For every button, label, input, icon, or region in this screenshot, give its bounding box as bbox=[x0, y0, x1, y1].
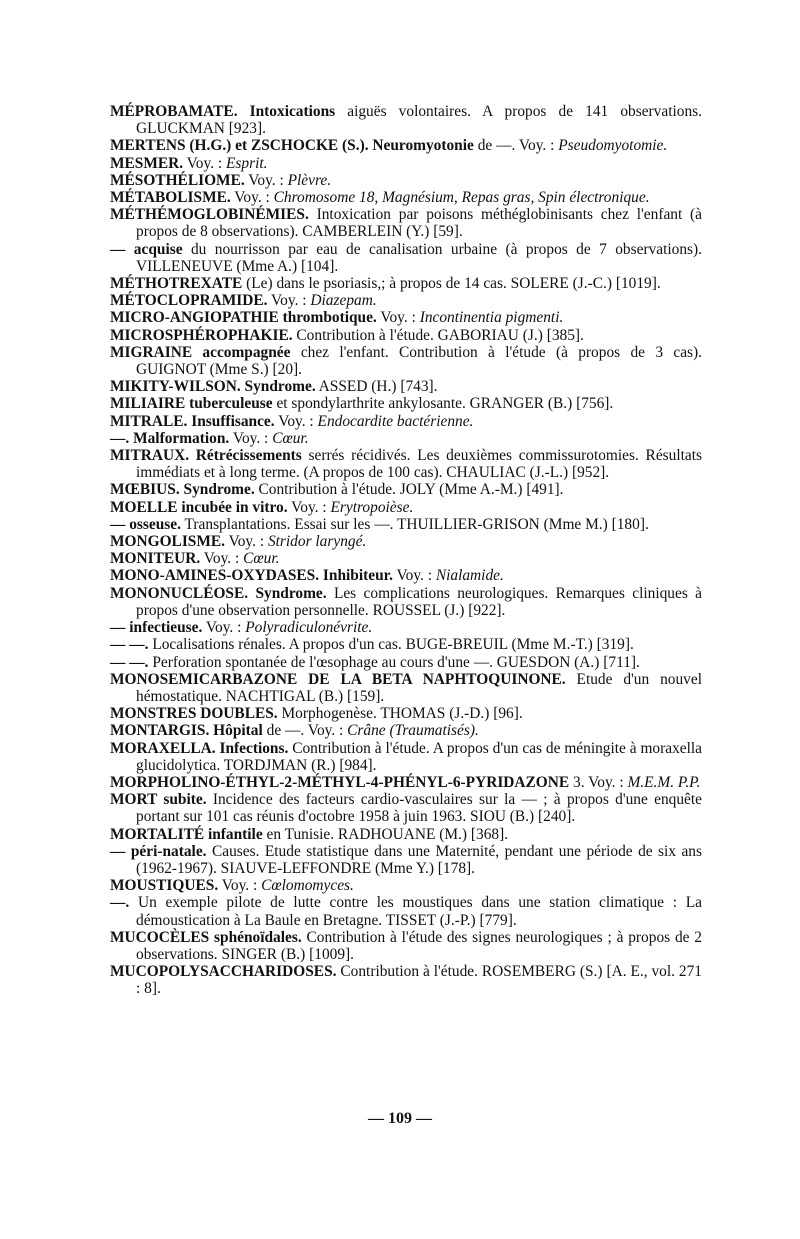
entry-headword: MITRALE. Insuffisance. bbox=[110, 412, 275, 430]
entry-text: Voy. : bbox=[183, 154, 227, 172]
entry-text: Incidence des facteurs cardio-vasculaires sur la — ; à propos d'une enquête portant sur 101 cas réunis d'octobre 1958 à juin 1963. SIOU (B.) [240]. bbox=[136, 791, 702, 826]
index-entry bbox=[110, 155, 702, 172]
entry-text: aiguës volontaires. A propos de 141 observations. GLUCKMAN [923]. bbox=[136, 103, 702, 138]
entry-text: du nourrisson par eau de canalisation urbaine (à propos de 7 observations). VILLENEUVE (Mme A.) [104]. bbox=[136, 240, 703, 275]
index-entry bbox=[110, 103, 702, 137]
entry-cross-reference: Cœlomomyces. bbox=[261, 877, 354, 895]
index-entry bbox=[110, 533, 702, 550]
index-entry bbox=[110, 791, 702, 825]
index-entry bbox=[110, 137, 702, 154]
entry-headword: MOELLE incubée in vitro. bbox=[110, 498, 288, 516]
entry-headword: MONGOLISME. bbox=[110, 533, 226, 551]
index-entry bbox=[110, 929, 702, 963]
index-entry bbox=[110, 327, 702, 344]
index-entry bbox=[110, 585, 702, 619]
index-entry bbox=[110, 447, 702, 481]
index-entry bbox=[110, 241, 702, 275]
entry-cross-reference: Incontinentia pigmenti. bbox=[419, 309, 564, 327]
entry-headword: —. Malformation. bbox=[110, 429, 230, 447]
entry-headword: — —. bbox=[110, 653, 149, 671]
entry-headword: MERTENS (H.G.) et ZSCHOCKE (S.). Neuromyotonie bbox=[110, 137, 474, 155]
entry-headword: — péri-natale. bbox=[110, 842, 207, 860]
entry-cross-reference: Plèvre. bbox=[287, 171, 332, 189]
index-entry bbox=[110, 740, 702, 774]
entry-text: Etude d'un nouvel hémostatique. NACHTIGAL (B.) [159]. bbox=[136, 670, 702, 705]
index-entry bbox=[110, 378, 702, 395]
index-entry bbox=[110, 843, 702, 877]
entry-headword: MORPHOLINO-ÉTHYL-2-MÉTHYL-4-PHÉNYL-6-PYRIDAZONE bbox=[110, 773, 570, 791]
entry-text: Contribution à l'étude. GABORIAU (J.) [385]. bbox=[292, 326, 584, 344]
index-entry bbox=[110, 292, 702, 309]
entry-headword: MONONUCLÉOSE. Syndrome. bbox=[110, 584, 327, 602]
entry-text: Voy. : bbox=[244, 171, 288, 189]
entry-headword: — —. bbox=[110, 636, 149, 654]
entry-headword: MONOSEMICARBAZONE DE LA BETA NAPHTOQUINONE. bbox=[110, 670, 566, 688]
entry-cross-reference: Diazepam. bbox=[310, 292, 377, 310]
entry-headword: —. bbox=[110, 894, 130, 912]
index-entry bbox=[110, 619, 702, 636]
entry-headword: MÉTHOTREXATE bbox=[110, 275, 243, 293]
index-entry bbox=[110, 705, 702, 722]
entry-cross-reference: Cœur. bbox=[243, 550, 280, 568]
entry-headword: — infectieuse. bbox=[110, 619, 203, 637]
entry-headword: MÉPROBAMATE. Intoxications bbox=[110, 103, 336, 120]
entry-text: serrés récidivés. Les deuxièmes commissurotomies. Résultats immédiats et à long terme. (A propos de 100 cas). CHAULIAC (J.-L.) [952]. bbox=[136, 447, 702, 482]
entry-text: Voy. : bbox=[392, 567, 436, 585]
entry-headword: MUCOPOLYSACCHARIDOSES. bbox=[110, 963, 337, 981]
index-entry bbox=[110, 309, 702, 326]
entry-headword: MORAXELLA. Infections. bbox=[110, 739, 289, 757]
index-entry bbox=[110, 671, 702, 705]
index-entry bbox=[110, 413, 702, 430]
index-entry bbox=[110, 567, 702, 584]
entry-text: Voy. : bbox=[202, 619, 246, 637]
index-entry bbox=[110, 654, 702, 671]
index-entry bbox=[110, 344, 702, 378]
entry-text: Transplantations. Essai sur les —. THUILLIER-GRISON (Mme M.) [180]. bbox=[180, 515, 649, 533]
entry-text: Voy. : bbox=[230, 189, 274, 207]
entry-cross-reference: Polyradiculonévrite. bbox=[245, 619, 373, 637]
entry-headword: — osseuse. bbox=[110, 515, 181, 533]
entry-text: Localisations rénales. A propos d'un cas. BUGE-BREUIL (Mme M.-T.) [319]. bbox=[148, 636, 634, 654]
index-entry bbox=[110, 636, 702, 653]
entry-headword: MILIAIRE tuberculeuse bbox=[110, 395, 273, 413]
index-entry bbox=[110, 395, 702, 412]
entry-text: de —. Voy. : bbox=[262, 722, 348, 740]
entry-headword: MONTARGIS. Hôpital bbox=[110, 722, 263, 740]
entry-headword: MICRO-ANGIOPATHIE thrombotique. bbox=[110, 309, 377, 327]
entry-text: Voy. : bbox=[225, 533, 268, 551]
entry-headword: MONITEUR. bbox=[110, 550, 201, 568]
index-entry bbox=[110, 499, 702, 516]
entry-headword: MONO-AMINES-OXYDASES. Inhibiteur. bbox=[110, 567, 393, 585]
entry-headword: MUCOCÈLES sphénoïdales. bbox=[110, 928, 302, 946]
entry-text: Voy. : bbox=[229, 429, 273, 447]
entry-headword: MICROSPHÉROPHAKIE. bbox=[110, 326, 293, 344]
entry-headword: MŒBIUS. Syndrome. bbox=[110, 481, 255, 499]
entry-cross-reference: Esprit. bbox=[226, 154, 268, 172]
entry-headword: MÉSOTHÉLIOME. bbox=[110, 171, 245, 189]
entry-text: Morphogenèse. THOMAS (J.-D.) [96]. bbox=[277, 705, 523, 723]
index-page bbox=[110, 103, 702, 998]
entry-headword: MIGRAINE accompagnée bbox=[110, 343, 291, 361]
entry-cross-reference: Chromosome 18, Magnésium, Repas gras, Spin électronique. bbox=[273, 189, 650, 207]
index-entry bbox=[110, 774, 702, 791]
entry-text: Causes. Etude statistique dans une Maternité, pendant une période de six ans (1962-1967). SIAUVE-LEFFONDRE (Mme Y.) [178]. bbox=[136, 842, 702, 877]
entry-headword: MÉTOCLOPRAMIDE. bbox=[110, 292, 268, 310]
entry-text: Contribution à l'étude. A propos d'un cas de méningite à moraxella glucidolytica. TORDJMAN (R.) [984]. bbox=[136, 739, 702, 774]
entry-headword: MÉTHÉMOGLOBINÉMIES. bbox=[110, 206, 309, 224]
entry-text: Perforation spontanée de l'œsophage au cours d'une —. GUESDON (A.) [711]. bbox=[148, 653, 640, 671]
entry-cross-reference: Endocardite bactérienne. bbox=[317, 412, 474, 430]
entry-cross-reference: Stridor laryngé. bbox=[267, 533, 367, 551]
entry-text: et spondylarthrite ankylosante. GRANGER (B.) [756]. bbox=[272, 395, 614, 413]
entry-text: Un exemple pilote de lutte contre les moustiques dans une station climatique : La démoustication à La Baule en Bretagne. TISSET (J.-P.) [779]. bbox=[129, 894, 702, 929]
entry-headword: MORT subite. bbox=[110, 791, 207, 809]
index-entry bbox=[110, 963, 702, 997]
index-entry bbox=[110, 430, 702, 447]
entry-headword: MONSTRES DOUBLES. bbox=[110, 705, 278, 723]
entry-text: (Le) dans le psoriasis,; à propos de 14 cas. SOLERE (J.-C.) [1019]. bbox=[242, 275, 661, 293]
entry-text: Voy. : bbox=[376, 309, 420, 327]
index-entry bbox=[110, 550, 702, 567]
entry-headword: MOUSTIQUES. bbox=[110, 877, 219, 895]
entry-headword: MESMER. bbox=[110, 154, 184, 172]
index-entry bbox=[110, 516, 702, 533]
entry-text: ASSED (H.) [743]. bbox=[315, 378, 438, 396]
entry-text: en Tunisie. RADHOUANE (M.) [368]. bbox=[262, 825, 509, 843]
index-entry bbox=[110, 189, 702, 206]
entry-cross-reference: Nialamide. bbox=[435, 567, 504, 585]
index-entry bbox=[110, 481, 702, 498]
index-entry bbox=[110, 275, 702, 292]
index-entry bbox=[110, 894, 702, 928]
entry-text: Contribution à l'étude. JOLY (Mme A.-M.) [491]. bbox=[254, 481, 564, 499]
entry-headword: MIKITY-WILSON. Syndrome. bbox=[110, 378, 316, 396]
index-entry bbox=[110, 826, 702, 843]
entry-text: Voy. : bbox=[200, 550, 244, 568]
entry-text: Voy. : bbox=[274, 412, 318, 430]
entry-cross-reference: M.E.M. P.P. bbox=[627, 773, 701, 791]
index-entry bbox=[110, 206, 702, 240]
entry-text: Voy. : bbox=[287, 498, 331, 516]
entry-cross-reference: Erytropoièse. bbox=[330, 498, 414, 516]
entry-text: Voy. : bbox=[267, 292, 311, 310]
entry-text: Voy. : bbox=[218, 877, 262, 895]
entry-headword: MORTALITÉ infantile bbox=[110, 825, 263, 843]
entry-cross-reference: Crâne (Traumatisés). bbox=[347, 722, 479, 740]
entry-text: chez l'enfant. Contribution à l'étude (à propos de 3 cas). GUIGNOT (Mme S.) [20]. bbox=[136, 343, 703, 379]
entry-headword: MÉTABOLISME. bbox=[110, 189, 231, 207]
entry-text: Contribution à l'étude des signes neurologiques ; à propos de 2 observations. SINGER (B.) [1009]. bbox=[136, 928, 702, 963]
index-entry bbox=[110, 722, 702, 739]
entry-text: Les complications neurologiques. Remarques cliniques à propos d'une observation personnelle. ROUSSEL (J.) [922]. bbox=[136, 584, 702, 619]
entry-cross-reference: Cœur. bbox=[272, 429, 309, 447]
entry-text: de —. Voy. : bbox=[473, 137, 559, 155]
entry-cross-reference: Pseudomyotomie. bbox=[558, 137, 668, 155]
entry-text: 3. Voy. : bbox=[569, 773, 628, 791]
entry-headword: MITRAUX. Rétrécissements bbox=[110, 447, 302, 465]
index-entry bbox=[110, 877, 702, 894]
page-number: — 109 — bbox=[368, 1110, 432, 1127]
entry-text: Contribution à l'étude. ROSEMBERG (S.) [A. E., vol. 271 : 8]. bbox=[136, 963, 702, 998]
entry-text: Intoxication par poisons méthéglobinisants chez l'enfant (à propos de 8 observations). CAMBERLEIN (Y.) [59]. bbox=[136, 206, 702, 241]
entry-headword: — acquise bbox=[110, 240, 183, 258]
index-entry bbox=[110, 172, 702, 189]
